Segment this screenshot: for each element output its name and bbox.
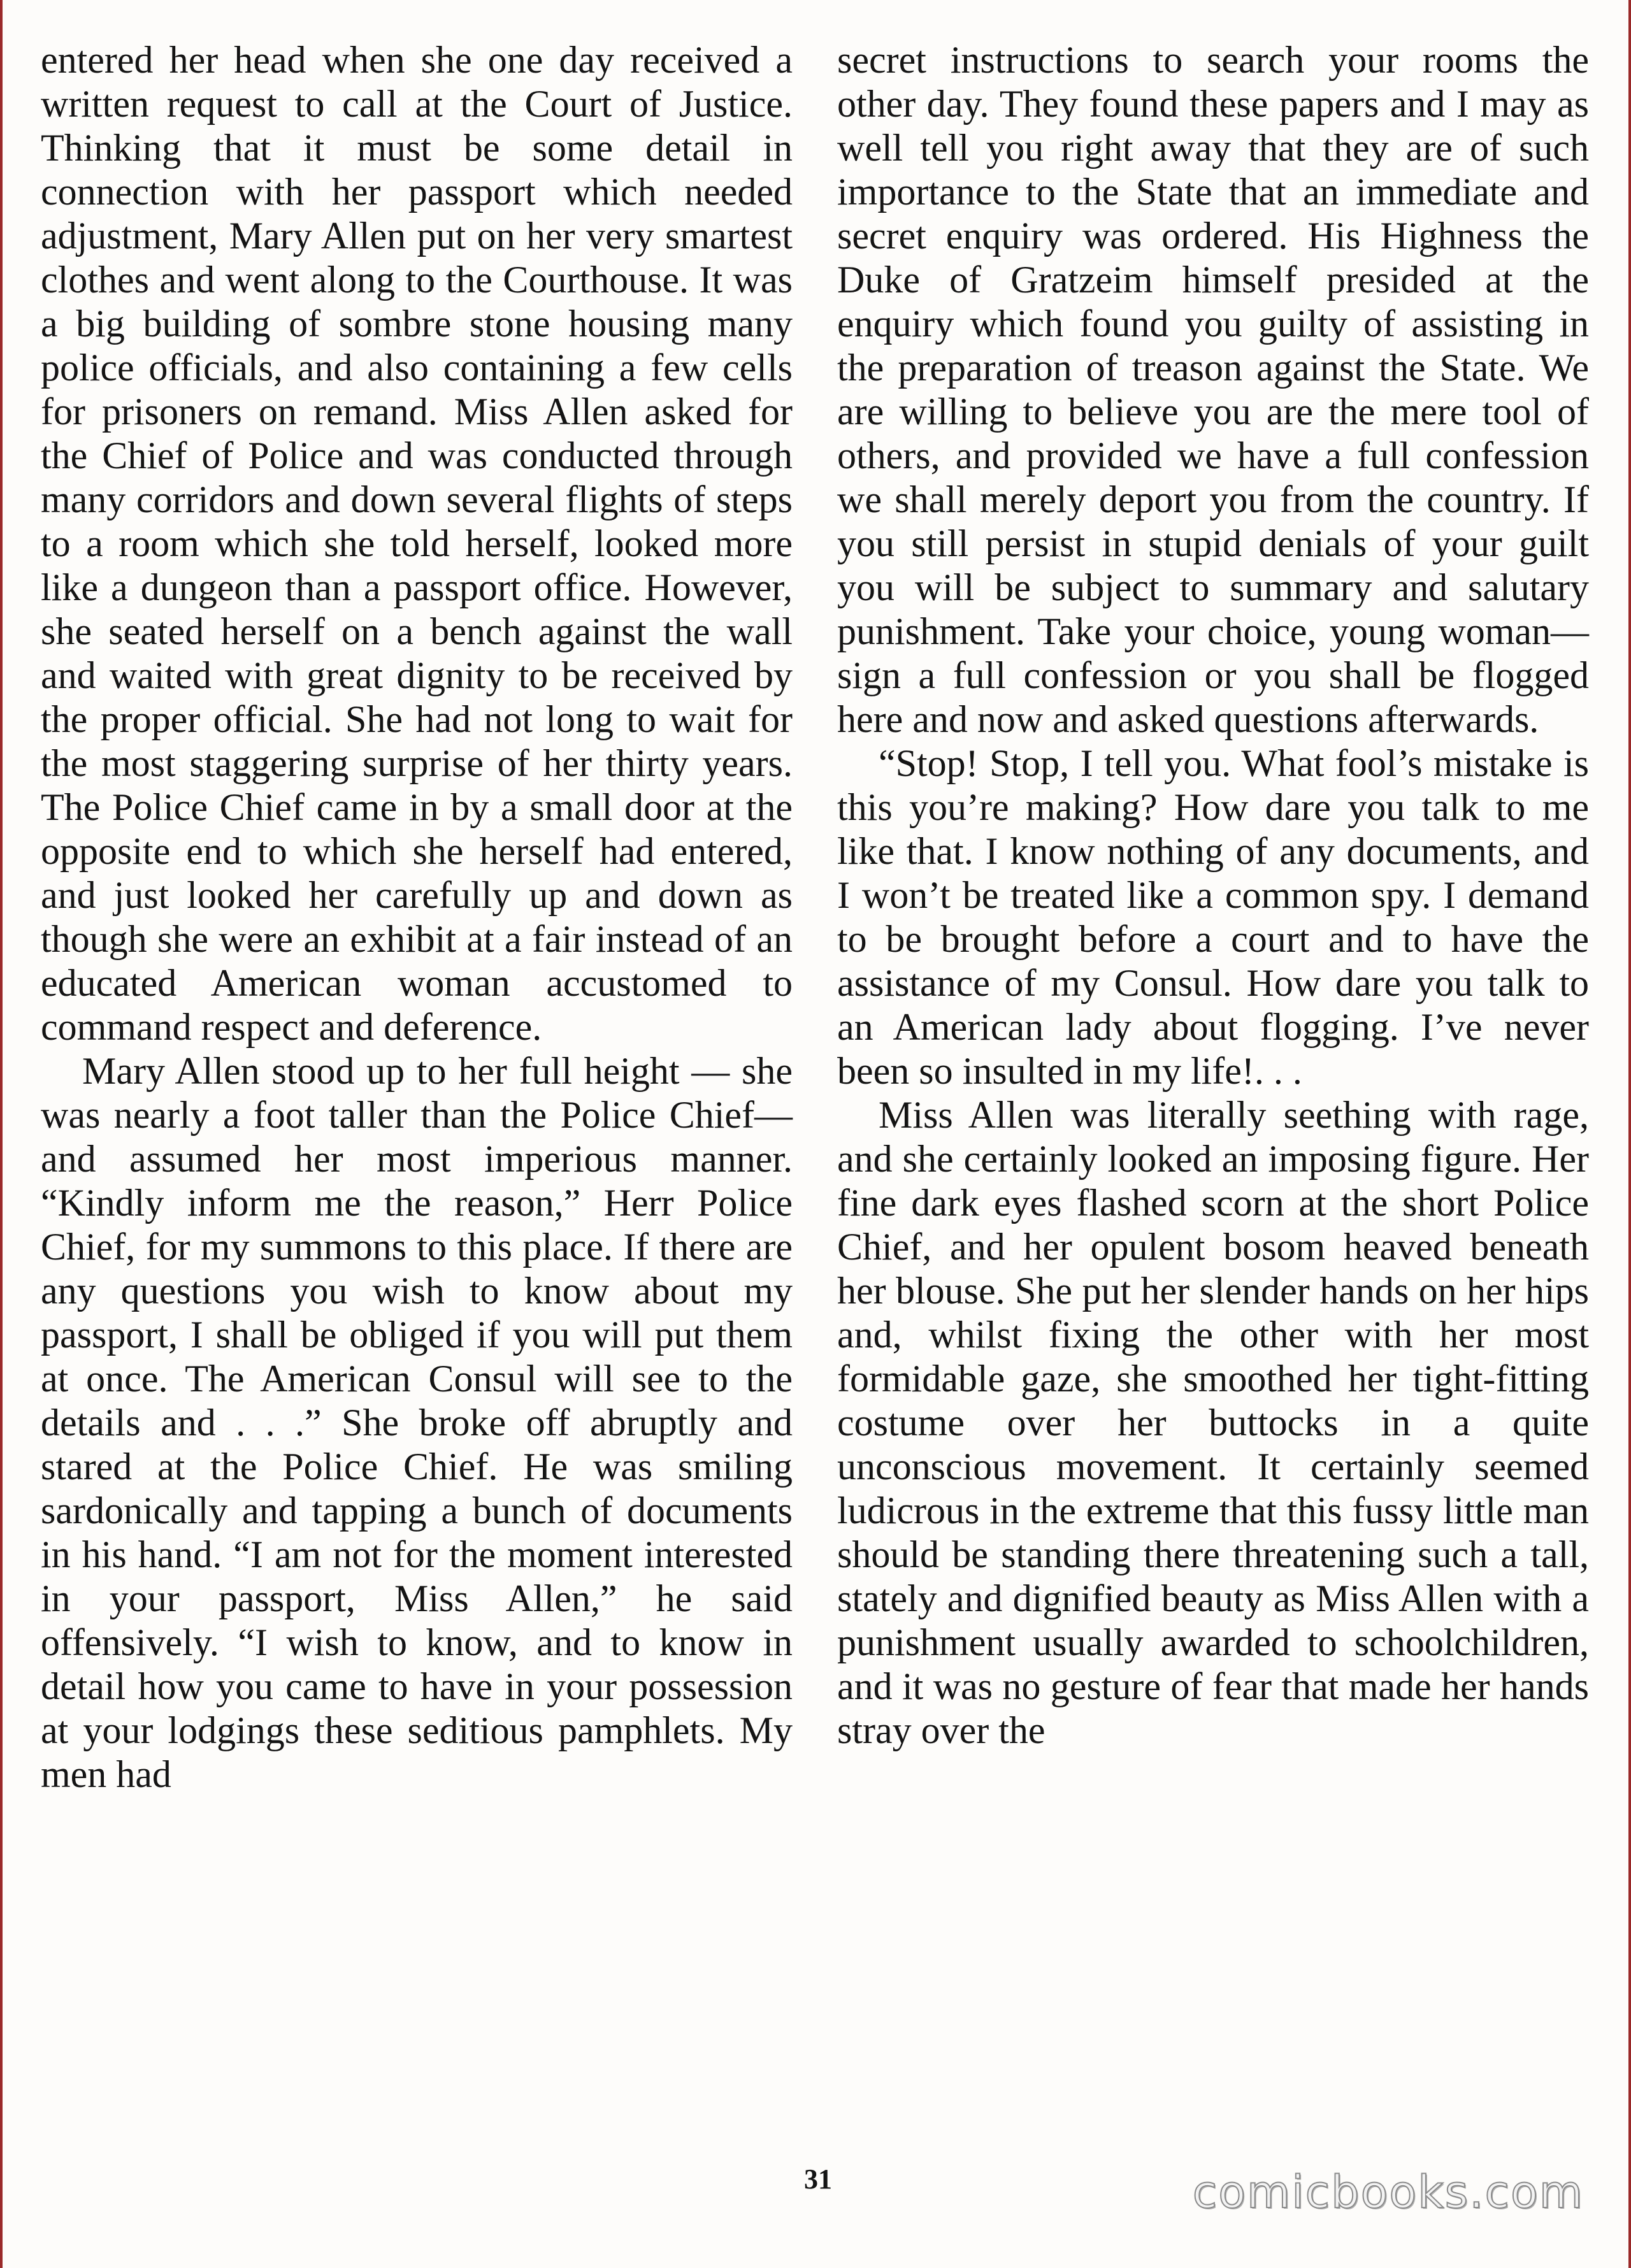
left-paragraph-2: Mary Allen stood up to her full height — she was nearly a foot taller than the Police Chief—and assumed her most imperious manner. “Kindly inform me the reason,” Herr Police Chief, for my summons to this place. If there are any questions you wish to know about my passport, I shall be obliged if you will put them at once. The American Consul will see to the details and . . .” She broke off abruptly and stared at the Police Chief. He was smiling sardonically and tapping a bunch of documents in his hand. “I am not for the moment interested in your passport, Miss Allen,” he said offensively. “I wish to know, and to know in detail how you came to have in your possession at your lodgings these seditious pamphlets. My men had	[41, 1050, 793, 1795]
right-paragraph-1: secret instructions to search your rooms the other day. They found these papers and I may as well tell you right away that they are of such importance to the State that an immediate and secret enquiry was ordered. His Highness the Duke of Gratzeim himself presided at the enquiry which found you guilty of assisting in the preparation of treason against the State. We are willing to believe you are the mere tool of others, and provided we have a full confession we shall merely deport you from the country. If you still persist in stupid denials of your guilt you will be subject to summary and salutary punishment. Take your choice, young woman—sign a full confession or you shall be flogged here and now and asked questions afterwards.	[837, 39, 1589, 740]
page-number: 31	[804, 2164, 832, 2195]
left-text-column	[41, 38, 793, 1797]
right-paragraph-2: “Stop! Stop, I tell you. What fool’s mistake is this you’re making? How dare you talk to me like that. I know nothing of any documents, and I won’t be treated like a common spy. I demand to be brought before a court and to have the assistance of my Consul. How dare you talk to an American lady about flogging. I’ve never been so insulted in my life!. . .	[837, 742, 1589, 1092]
right-paragraph-3: Miss Allen was literally seething with rage, and she certainly looked an imposing figure. Her fine dark eyes flashed scorn at the short Police Chief, and her opulent bosom heaved beneath her blouse. She put her slender hands on her hips and, whilst fixing the other with her most formidable gaze, she smoothed her tight-fitting costume over her buttocks in a quite unconscious movement. It certainly seemed ludicrous in the extreme that this fussy little man should be standing there threatening such a tall, stately and dignified beauty as Miss Allen with a punishment usually awarded to schoolchildren, and it was no gesture of fear that made her hands stray over the	[837, 1094, 1589, 1751]
site-watermark: comicbooks.com	[1192, 2166, 1584, 2218]
right-text-column	[837, 38, 1589, 1753]
left-paragraph-1: entered her head when she one day received a written request to call at the Court of Justice. Thinking that it must be some detail in connection with her passport which needed adjustment, Mary Allen put on her very smartest clothes and went along to the Courthouse. It was a big building of sombre stone housing many police officials, and also containing a few cells for prisoners on remand. Miss Allen asked for the Chief of Police and was conducted through many corridors and down several flights of steps to a room which she told herself, looked more like a dungeon than a passport office. However, she seated herself on a bench against the wall and waited with great dignity to be received by the proper official. She had not long to wait for the most staggering surprise of her thirty years. The Police Chief came in by a small door at the opposite end to which she herself had entered, and just looked her carefully up and down as though she were an exhibit at a fair instead of an educated American woman accustomed to command respect and deference.	[41, 39, 793, 1048]
